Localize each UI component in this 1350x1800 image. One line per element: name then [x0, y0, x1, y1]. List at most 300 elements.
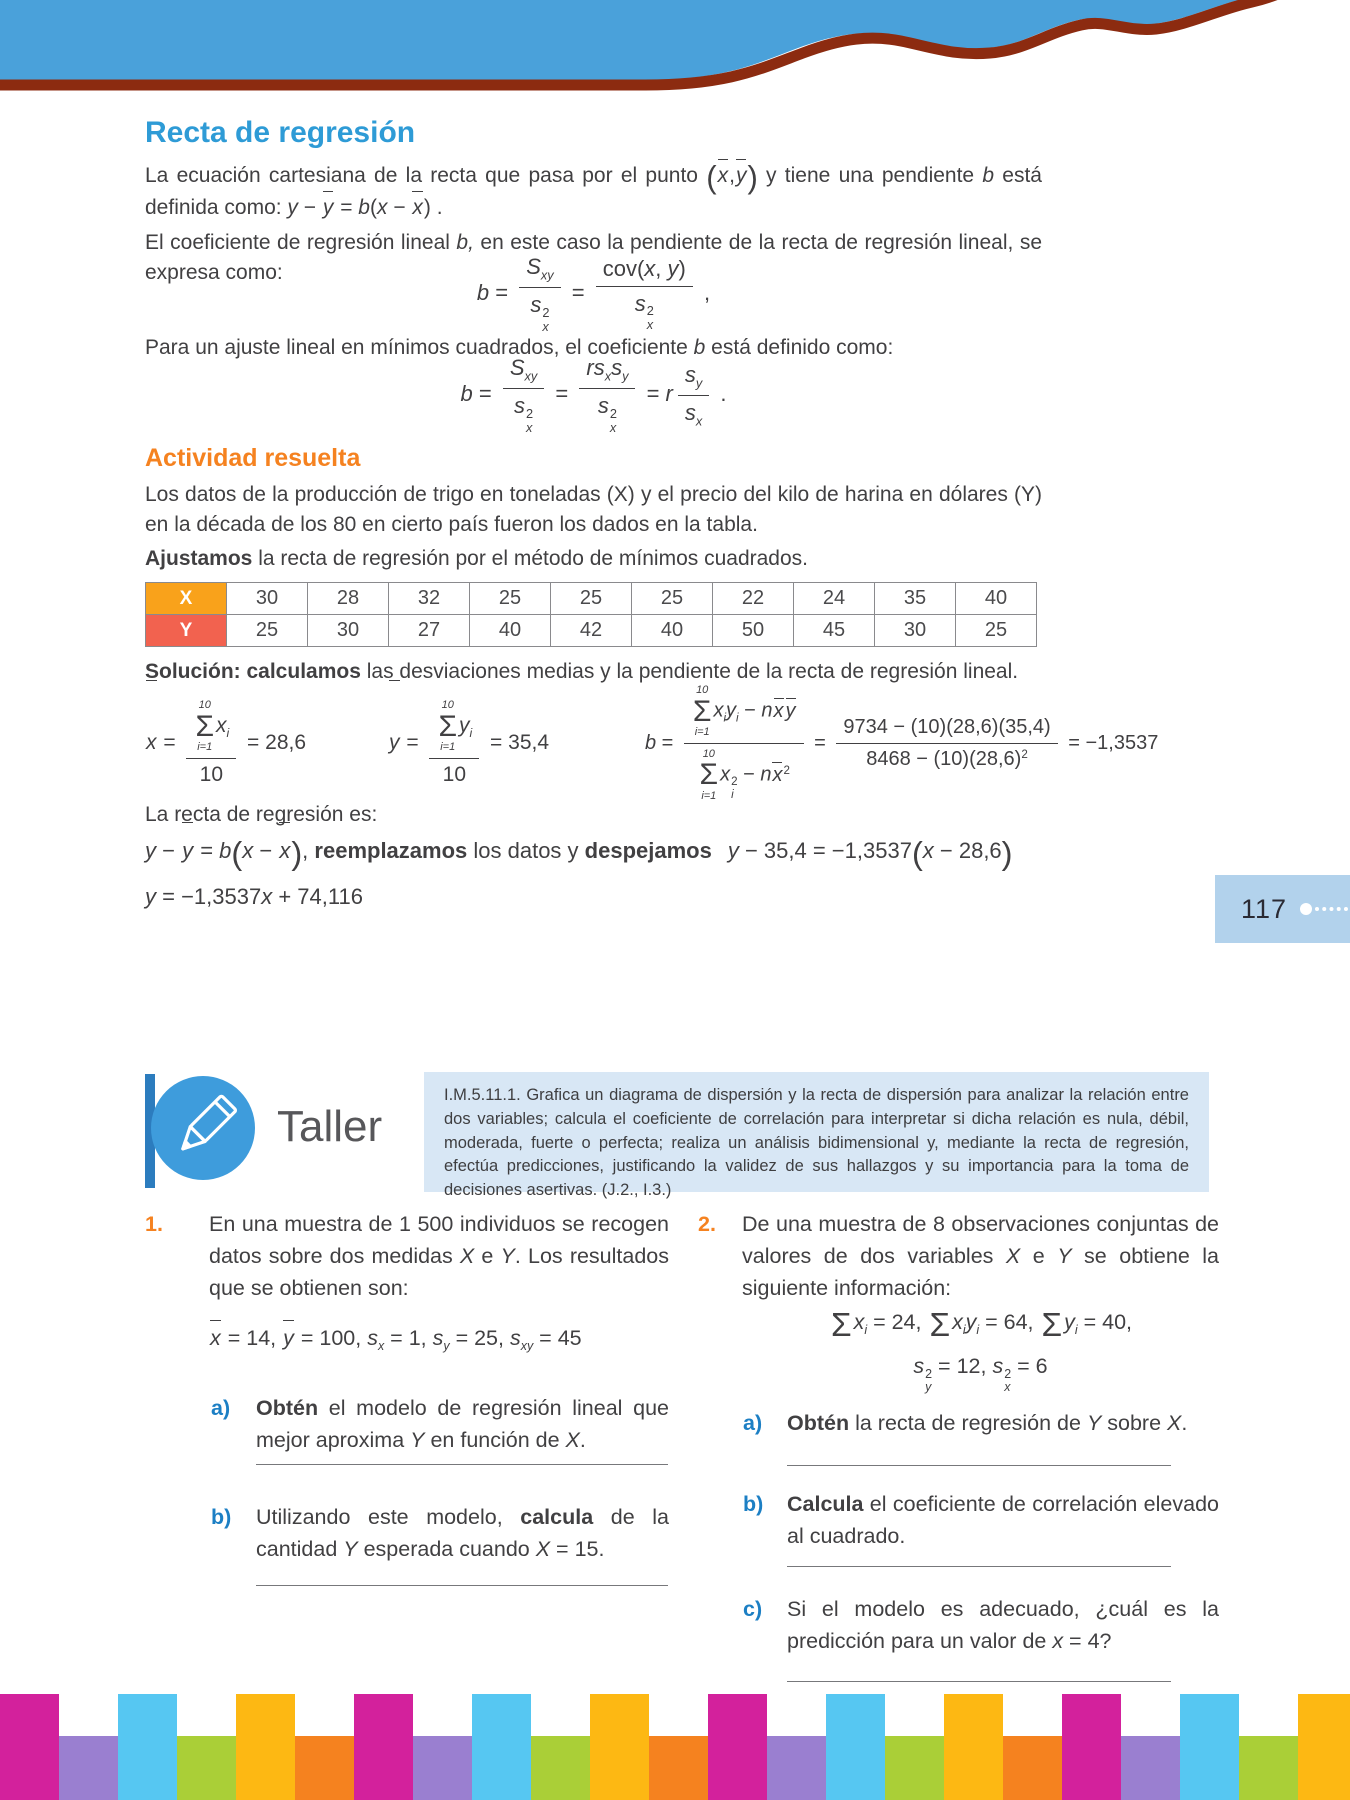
italic-text: x [952, 1310, 963, 1334]
bold-text: Obtén [787, 1411, 850, 1435]
text-run: = 1, [384, 1326, 433, 1350]
text-run: = 4? [1063, 1629, 1112, 1653]
math-token: i=1 [440, 741, 456, 754]
italic-text: b [982, 164, 995, 187]
table-cell: 40 [469, 615, 550, 646]
subscript: i [976, 1323, 980, 1338]
math-token: i [731, 787, 734, 801]
table-cell: 25 [631, 583, 712, 614]
answer-line [787, 1465, 1171, 1466]
text-run: − 35,4 = −1,3537 [738, 838, 912, 863]
text-run: en este caso la pendiente de la recta de regresión lineal, se expresa como: [145, 231, 1042, 284]
overbar-variable: y [282, 1322, 295, 1354]
activity-adjust-line [145, 544, 1042, 574]
formula-replace-solve [145, 824, 1013, 878]
footer-bar [826, 1694, 885, 1800]
overbar-variable: y [181, 824, 194, 878]
text-run: ( [369, 196, 377, 220]
italic-text: X [565, 1428, 580, 1453]
bold-text: calcula [520, 1505, 594, 1530]
formula-final-line [145, 876, 363, 918]
item-text [787, 1488, 1219, 1552]
item-letter: b) [211, 1505, 232, 1530]
math-token: 2 [646, 303, 654, 319]
summation [195, 699, 214, 754]
big-paren: ( [706, 160, 717, 196]
sigma-icon: Σ [438, 709, 457, 743]
taller-standard-text: I.M.5.11.1. Grafica un diagrama de dispersión y la recta de dispersión para analizar la relación entre dos variables; calcula el coeficiente de correlación para interpretar si dicha relación es nula, débil, moderada, fuerte o perfecta; realiza un análisis bidimensional y, mediante la recta de regresión, efectúa predicciones, justificando la validez de sus hallazgos y su importancia para la toma de decisiones asertivas. (J.2., I.3.) [424, 1072, 1209, 1192]
text-run: el modelo de regresión lineal que mejor aproxima [256, 1396, 669, 1453]
exercise-1-text [209, 1208, 669, 1304]
math-token: 2 [1004, 1366, 1012, 1381]
italic-text: x [215, 714, 227, 738]
text-run: . [1181, 1411, 1188, 1435]
italic-text: x [922, 838, 934, 863]
table-cell: 42 [550, 615, 631, 646]
subscript: i [469, 726, 473, 741]
text-run: − [737, 763, 761, 786]
fraction [836, 715, 1057, 772]
exercise-2-number: 2. [698, 1212, 716, 1236]
italic-text: Y [500, 1244, 515, 1268]
subscript: i [962, 1323, 966, 1338]
footer-bar [1062, 1694, 1121, 1800]
table-cell: 50 [712, 615, 793, 646]
table-cell: 22 [712, 583, 793, 614]
big-paren: ( [911, 835, 923, 872]
text-run: , [302, 838, 315, 863]
exercise-2-item-c [698, 1593, 1219, 1657]
pencil-icon [150, 1075, 256, 1186]
italic-text: y [726, 700, 737, 723]
table-cell: 40 [631, 615, 712, 646]
italic-text: Y [410, 1428, 425, 1453]
text-run: = 45 [533, 1326, 582, 1350]
italic-text: s [913, 1354, 925, 1379]
subscript: xy [540, 267, 554, 283]
text-run: = −1,3537 [1062, 732, 1159, 754]
footer-bar [118, 1694, 177, 1800]
formula-b-computed [645, 682, 1158, 804]
big-paren: ) [291, 835, 303, 872]
text-run: − [156, 838, 182, 863]
text-run: = [400, 731, 425, 754]
big-paren: ( [231, 835, 243, 872]
bold-text: Ajustamos [145, 547, 253, 570]
italic-text: y [145, 884, 156, 909]
text-run: el coeficiente de correlación elevado al cuadrado. [787, 1492, 1219, 1548]
text-run: = 100, [294, 1326, 368, 1350]
footer-bar [1180, 1694, 1239, 1800]
subscript: i [864, 1323, 868, 1338]
footer-bar [472, 1694, 531, 1800]
text-run: los datos y [467, 838, 585, 863]
text-run: De una muestra de 8 observaciones conjuntas de valores de dos variables [742, 1212, 1219, 1268]
math-token: i=1 [197, 741, 213, 754]
footer-bar [590, 1694, 649, 1800]
text-run: está definida como: [145, 164, 1042, 220]
text-run: = [549, 381, 575, 406]
italic-text: b [460, 381, 473, 406]
bold-text: Obtén [256, 1396, 319, 1421]
italic-text: y [727, 838, 739, 863]
math-token: x [526, 419, 533, 435]
italic-text: y [965, 1310, 977, 1334]
summation [700, 748, 719, 803]
math-token: 10 [696, 684, 709, 697]
math-token: 2 [731, 774, 738, 788]
math-token: x [609, 419, 617, 435]
formula-b-least-squares [145, 346, 1042, 442]
text-run: = [656, 732, 679, 754]
math-token: 2 [542, 304, 550, 320]
text-run: se obtiene la siguiente información: [742, 1244, 1220, 1300]
fraction [519, 253, 560, 335]
footer-bar [649, 1736, 708, 1800]
footer-bar [177, 1736, 236, 1800]
text-run: esperada cuando [357, 1537, 536, 1562]
footer-bar [0, 1694, 59, 1800]
footer-bar [354, 1694, 413, 1800]
formula-y-mean [388, 682, 549, 804]
text-run: e [474, 1244, 501, 1268]
footer-bar [944, 1694, 1003, 1800]
italic-text: x [644, 256, 656, 282]
overbar-variable: x [145, 682, 158, 804]
answer-line [256, 1585, 668, 1586]
text-run: = [489, 280, 515, 305]
italic-text: S [526, 254, 541, 280]
text-run: − 28,6 [933, 838, 1002, 863]
text-run: de la cantidad [256, 1505, 669, 1562]
italic-text: X [1005, 1244, 1021, 1268]
formula-b-covariance [145, 250, 1042, 336]
math-token: 2 [526, 405, 534, 421]
footer-bar [531, 1736, 590, 1800]
text-run: = 25, [449, 1326, 510, 1350]
sigma-icon: Σ [830, 1307, 852, 1345]
italic-text: b [358, 196, 370, 220]
italic-text: s [611, 355, 623, 381]
text-run: Utilizando este modelo, [256, 1505, 521, 1530]
italic-text: S [509, 355, 525, 381]
fraction [684, 683, 804, 804]
italic-text: s [634, 290, 646, 316]
italic-text: Y [1086, 1411, 1102, 1435]
item-letter: c) [743, 1597, 763, 1621]
text-run: − [253, 838, 279, 863]
text-run: Para un ajuste lineal en mínimos cuadrados, el coeficiente [145, 336, 694, 359]
bold-text: Solución: calculamos [145, 660, 361, 683]
answer-line [787, 1681, 1171, 1682]
banner-blue-shape [0, 0, 1252, 80]
subscript: xy [520, 1339, 534, 1354]
footer-bar [1003, 1736, 1062, 1800]
italic-text: y [667, 256, 679, 282]
footer-bars [0, 1694, 1350, 1800]
subscript: x [604, 368, 612, 384]
overbar-variable: x [411, 193, 424, 223]
text-run: = 12, [932, 1354, 993, 1379]
italic-text: x [1052, 1629, 1064, 1653]
footer-bar [708, 1694, 767, 1800]
overbar-variable: x [278, 824, 291, 878]
top-banner-wave [0, 0, 1350, 118]
fraction [596, 255, 693, 333]
italic-text: s [509, 1326, 521, 1350]
text-run: cov( [602, 256, 645, 282]
italic-text: b, [456, 231, 474, 254]
italic-text: x [261, 884, 273, 909]
activity-heading: Actividad resuelta [145, 444, 361, 472]
text-run: está definido como: [705, 336, 894, 359]
italic-text: s [684, 399, 696, 425]
page-number: 117 [1241, 893, 1288, 924]
overbar-variable: y [322, 193, 335, 223]
big-paren: ) [1001, 835, 1013, 872]
exercise-1-number: 1. [145, 1212, 163, 1236]
text-run: = 64, [979, 1310, 1040, 1334]
table-cell: 28 [307, 583, 388, 614]
item-text [787, 1593, 1219, 1657]
footer-bar [295, 1736, 354, 1800]
exercise-1 [145, 1208, 669, 1586]
fraction [503, 354, 544, 436]
exercise-2-text [742, 1208, 1219, 1304]
text-run: − [387, 196, 412, 220]
subscript: i [1074, 1323, 1078, 1338]
formula-x-mean [145, 682, 306, 804]
intro-paragraph-1 [145, 161, 1042, 223]
page-number-tab [1215, 875, 1350, 943]
exercise-1-item-a [145, 1392, 669, 1456]
math-token: i=1 [701, 789, 717, 802]
table-cell: 25 [955, 615, 1036, 646]
math-token: x [646, 317, 654, 333]
math-token: x [542, 318, 549, 334]
text-run: Si el modelo es adecuado, ¿cuál es la predicción para un valor de [787, 1597, 1219, 1653]
italic-text: rs [586, 355, 605, 381]
text-run: 8468 − (10)(28,6) [866, 748, 1022, 771]
table-cell: 25 [469, 583, 550, 614]
footer-bar [1121, 1736, 1180, 1800]
italic-text: n [761, 700, 773, 723]
table-cell: 35 [874, 583, 955, 614]
taller-label: Taller [277, 1102, 383, 1151]
item-text [256, 1501, 669, 1565]
overbar-variable: x [772, 763, 783, 786]
subscript: x [695, 413, 703, 429]
exercise-2 [698, 1208, 1219, 1682]
subscript: y [443, 1339, 450, 1354]
text-run: La ecuación cartesiana de la recta que pasa por el punto [145, 164, 707, 187]
italic-text: X [1167, 1411, 1182, 1435]
exercise-1-item-b [145, 1501, 669, 1565]
sigma-icon: Σ [929, 1307, 951, 1345]
table-cell: 30 [226, 583, 307, 614]
table-cell: 25 [550, 583, 631, 614]
footer-bar [767, 1736, 826, 1800]
text-run: = −1,3537 [156, 884, 262, 909]
activity-intro: Los datos de la producción de trigo en toneladas (X) y el precio del kilo de harina en dólares (Y) en la década de los 80 en cierto país fueron los dados en la tabla. [145, 483, 1042, 536]
text-run: , [697, 280, 711, 305]
text-run: = [640, 381, 666, 406]
answer-line [256, 1464, 668, 1465]
text-run: = 28,6 [241, 731, 307, 754]
sup-sub-stack [610, 407, 617, 435]
fraction [678, 361, 709, 430]
fraction [579, 354, 635, 436]
sigma-icon: Σ [1041, 1307, 1063, 1345]
exercise-2-givens-variances [742, 1350, 1219, 1395]
text-run: = 24, [867, 1310, 928, 1334]
text-run: ) [678, 256, 686, 282]
italic-text: b [219, 838, 232, 863]
subscript: y [622, 368, 629, 384]
tab-dot-icon [1300, 903, 1312, 915]
italic-text: b [476, 280, 490, 305]
sup-sub-stack [542, 306, 549, 334]
exercise-2-givens-sums [742, 1306, 1219, 1346]
item-text [787, 1407, 1219, 1439]
text-run: = [565, 280, 591, 305]
text-run: las desviaciones medias y la pendiente de la recta de regresión lineal. [360, 660, 1019, 683]
table-cell: 30 [874, 615, 955, 646]
text-run: e [1020, 1244, 1058, 1268]
table-cell: 25 [226, 615, 307, 646]
table-row [146, 614, 1036, 646]
text-run: = [472, 381, 498, 406]
sigma-icon: Σ [692, 694, 712, 728]
footer-bar [413, 1736, 472, 1800]
sup-sub-stack [526, 407, 533, 435]
text-run: En una muestra de 1 500 individuos se recogen datos sobre dos medidas [209, 1212, 669, 1268]
subscript: xy [524, 368, 538, 384]
table-cell: 32 [388, 583, 469, 614]
italic-text: s [367, 1326, 378, 1350]
italic-text: x [720, 763, 731, 786]
math-token: 10 [198, 699, 211, 712]
summation [438, 699, 457, 754]
text-run: − [297, 196, 322, 220]
math-token: x [1004, 1380, 1011, 1395]
bold-text: Calcula [787, 1492, 864, 1516]
exercise-2-item-a [698, 1407, 1219, 1439]
table-row [146, 583, 1036, 614]
italic-text: y [458, 714, 470, 738]
data-table [145, 582, 1037, 647]
italic-text: b [693, 336, 706, 359]
text-run: = [808, 732, 832, 754]
italic-text: Y [1057, 1244, 1072, 1268]
footer-bar [885, 1736, 944, 1800]
footer-bar [1239, 1736, 1298, 1800]
overbar-variable: y [785, 700, 796, 723]
subscript: i [723, 711, 727, 725]
footer-bar [59, 1736, 118, 1800]
overbar-variable: x [773, 700, 784, 723]
regression-line-label: La recta de regresión es: [145, 803, 378, 826]
text-run: ) . [423, 196, 443, 220]
subscript: i [736, 711, 739, 725]
text-run: El coeficiente de regresión lineal [145, 231, 457, 254]
italic-text: n [760, 763, 772, 786]
superscript: 2 [1021, 748, 1028, 762]
footer-bar [236, 1694, 295, 1800]
text-run: , [729, 164, 735, 187]
text-run: 10 [199, 763, 223, 787]
math-token: 10 [702, 748, 715, 761]
text-run: 10 [442, 763, 466, 787]
tab-dotted-line [1315, 907, 1348, 911]
overbar-variable: x [209, 1322, 222, 1354]
table-cell: 30 [307, 615, 388, 646]
text-run: = [157, 731, 182, 754]
text-run: = 14, [221, 1326, 283, 1350]
item-letter: a) [743, 1411, 763, 1435]
italic-text: y [1064, 1310, 1075, 1334]
text-run: en función de [424, 1428, 566, 1453]
italic-text: x [853, 1310, 865, 1334]
italic-text: r [665, 381, 673, 406]
italic-text: s [432, 1326, 444, 1350]
italic-text: s [514, 393, 526, 419]
italic-text: y [287, 196, 298, 220]
text-run: y tiene una pendiente [757, 164, 983, 187]
item-text [256, 1392, 669, 1456]
text-run: = 35,4 [484, 731, 550, 754]
italic-text: x [713, 700, 724, 723]
italic-text: x [242, 838, 254, 863]
subscript: x [377, 1339, 385, 1354]
subscript: i [226, 726, 230, 741]
text-run: = 6 [1011, 1354, 1048, 1379]
overbar-variable: y [735, 161, 748, 191]
italic-text: s [684, 361, 696, 387]
text-run: = 40, [1077, 1310, 1133, 1334]
text-run: = [334, 196, 359, 220]
italic-text: s [992, 1354, 1004, 1379]
taller-section [145, 1072, 1209, 1199]
fraction [186, 698, 236, 788]
italic-text: x [376, 196, 388, 220]
math-token: y [925, 1380, 932, 1395]
sup-sub-stack [647, 304, 654, 332]
page-title: Recta de regresión [145, 116, 416, 149]
text-run: − [738, 700, 762, 723]
italic-text: b [645, 732, 657, 754]
math-token: 2 [609, 405, 617, 421]
exercise-1-givens [209, 1322, 669, 1362]
footer-bar [1298, 1694, 1350, 1800]
table-cell: 40 [955, 583, 1036, 614]
text-run: + 74,116 [272, 884, 363, 909]
italic-text: X [459, 1244, 475, 1268]
text-run: la recta de regresión de [849, 1411, 1087, 1435]
text-run: 9734 − (10)(28,6)(35,4) [843, 716, 1051, 739]
overbar-variable: y [388, 682, 401, 804]
table-cell: 27 [388, 615, 469, 646]
text-run: . [579, 1428, 586, 1453]
table-cell: 45 [793, 615, 874, 646]
bold-text: despejamos [584, 838, 712, 863]
bold-text: reemplazamos [314, 838, 468, 863]
text-run: , [655, 256, 668, 282]
italic-text: y [145, 838, 156, 863]
text-run: . Los resultados que se obtienen son: [209, 1244, 670, 1300]
item-letter: a) [211, 1396, 231, 1421]
math-token: 10 [441, 699, 454, 712]
